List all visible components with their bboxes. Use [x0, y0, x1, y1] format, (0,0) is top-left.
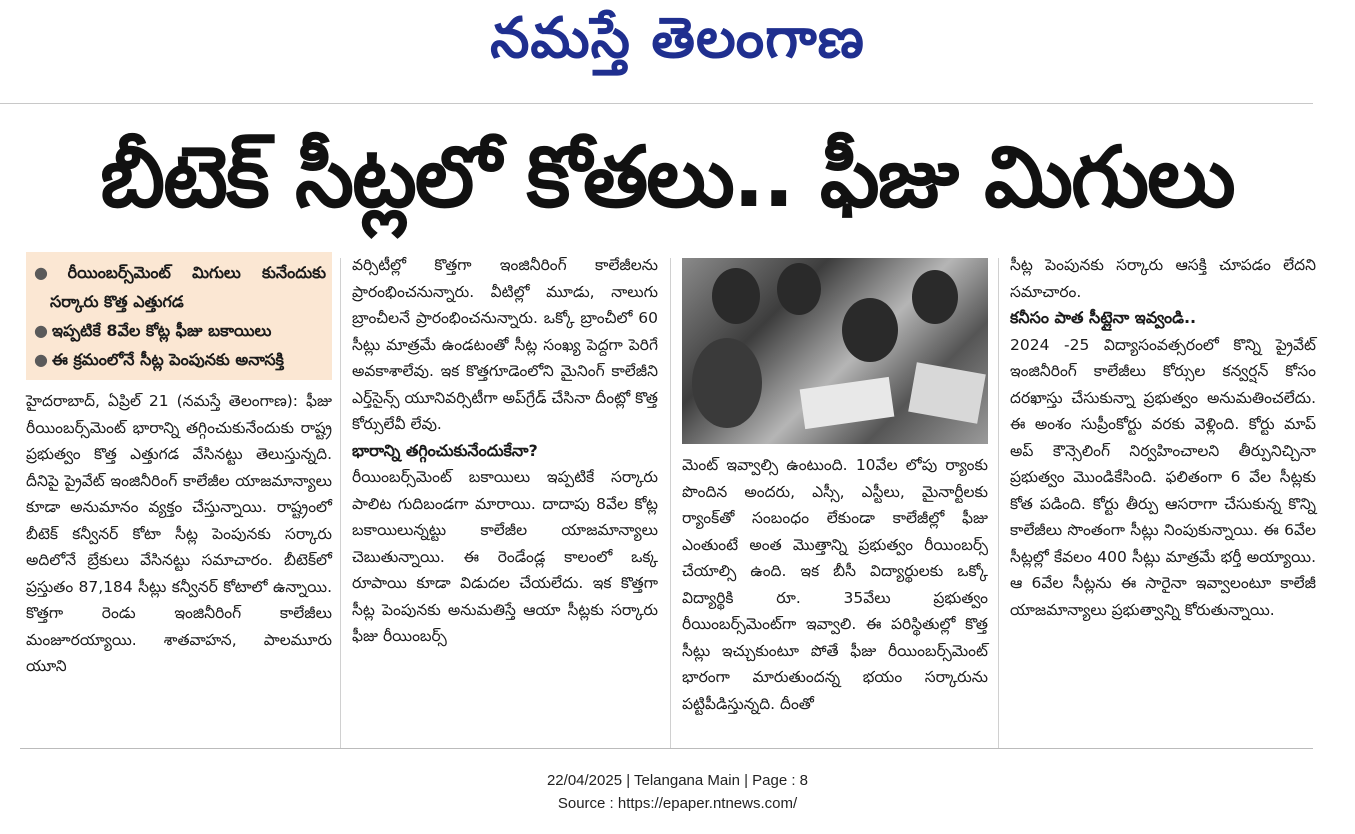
article-column-4 [1010, 252, 1316, 623]
highlight-item: ● ఈ క్రమంలోనే సీట్ల పెంపునకు అనాసక్తి [34, 350, 284, 369]
bullet-icon: ● [34, 263, 64, 282]
column-4-text-bottom: 2024 -25 విద్యాసంవత్సరంలో కొన్ని ప్రైవేట్ ఇంజినీరింగ్ కాలేజీలు కోర్సుల కన్వర్షన్ కోసం దరఖాస్తు చేసుకున్నా ప్రభుత్వం అనుమతించలేదు. ఈ అంశం సుప్రీంకోర్టు వరకు వెళ్లింది. కోర్టు మాప్ అప్ కౌన్సెలింగ్ నిర్వహించాలని తీర్పునిచ్చినా ప్రభుత్వం మొండికేసింది. ఫలితంగా 6 వేల సీట్లకు కోత పడింది. కోర్టు తీర్పు ఆసరాగా చేసుకున్న కొన్ని కాలేజీలు సొంతంగా సీట్లు నింపుకున్నాయి. ఈ 6వేల సీట్లల్లో కేవలం 400 సీట్లు మాత్రమే భర్తీ అయ్యాయి. ఆ 6వేల సీట్లను ఈ సారైనా ఇవ్వాలంటూ కాలేజీ యాజమాన్యాలు ప్రభుత్వాన్ని కోరుతున్నాయి. [1010, 335, 1316, 619]
column-4-text-top: సీట్ల పెంపునకు సర్కారు ఆసక్తి చూపడం లేదని సమాచారం. [1010, 256, 1316, 301]
column-2-text-top: వర్సిటీల్లో కొత్తగా ఇంజినీరింగ్ కాలేజీలను ప్రారంభించనున్నారు. వీటిల్లో మూడు, నాలుగు బ్రాంచీలనే ప్రారంభించనున్నారు. ఒక్కో బ్రాంచీలో 60 సీట్లు మాత్రమే ఉండటంతో సీట్ల సంఖ్య పెద్దగా పెరిగే అవకాశాలేవు. ఇక కొత్తగూడెంలోని మైనింగ్ కాలేజీని ఎర్త్‌సైన్స్ యూనివర్సిటీగా అప్‌గ్రేడ్ చేసినా దీంట్లో కొత్త కోర్సులేవీ లేవు. [352, 256, 658, 433]
column-2-text-bottom: రీయింబర్స్‌మెంట్ బకాయిలు ఇప్పటికే సర్కారు పాలిట గుదిబండగా మారాయి. దాదాపు 8వేల కోట్ల బకాయిలున్నట్టు కాలేజీల యాజమాన్యాలు చెబుతున్నాయి. ఈ రెండేండ్ల కాలంలో ఒక్క రూపాయి కూడా విడుదల చేయలేదు. ఇక కొత్తగా సీట్ల పెంపునకు అనుమతిస్తే ఆయా సీట్లకు సర్కారు ఫీజు రీయింబర్స్ [352, 468, 658, 645]
students-exam-photo [682, 258, 988, 444]
column-divider [998, 258, 999, 748]
bullet-icon: ● [34, 321, 48, 340]
article-headline: బీటెక్ సీట్లలో కోతలు.. ఫీజు మిగులు [100, 128, 1234, 226]
footer-source: Source : https://epaper.ntnews.com/ [557, 795, 798, 812]
column-4-subheading: కనీసం పాత సీట్లైనా ఇవ్వండి.. [1010, 308, 1197, 327]
article-column-2 [352, 252, 658, 650]
footer-date-page: 22/04/2025 | Telangana Main | Page : 8 [546, 772, 809, 789]
highlight-item: ● రీయింబర్స్‌మెంట్ మిగులు కునేందుకు సర్కారు కొత్త ఎత్తుగడ [34, 263, 326, 311]
column-2-subheading: భారాన్ని తగ్గించుకునేందుకేనా? [352, 440, 538, 460]
bullet-icon: ● [34, 350, 48, 369]
highlight-item: ● ఇప్పటికే 8వేల కోట్ల ఫీజు బకాయిలు [34, 321, 272, 340]
article-column-1 [26, 252, 332, 680]
column-divider [670, 258, 671, 748]
footer-divider [20, 748, 1313, 749]
masthead [0, 0, 1355, 100]
column-divider [340, 258, 341, 748]
column-3-text: మెంట్ ఇవ్వాల్సి ఉంటుంది. 10వేల లోపు ర్యాంకు పొందిన అందరు, ఎస్సీ, ఎస్టీలు, మైనార్టీలకు ర్యాంక్‌తో సంబంధం లేకుండా కాలేజీల్లో ఫీజు ఎంతుంటే అంత మొత్తాన్ని ప్రభుత్వం రీయింబర్స్ చేయాల్సి ఉంది. ఇక బీసీ విద్యార్థులకు ఒక్కో విద్యార్థికి రూ. 35వేలు ప్రభుత్వం రీయింబర్స్‌మెంట్‌గా ఇవ్వాలి. ఈ పరిస్థితుల్లో కొత్త సీట్లు ఇచ్చుకుంటూ పోతే ఫీజు రీయింబర్స్‌మెంట్ భారంగా మారుతుందన్న భయం సర్కారును పట్టిపీడిస్తున్నది. దీంతో [682, 456, 988, 713]
highlights-box [26, 252, 332, 380]
masthead-divider [0, 103, 1313, 104]
article-column-3 [682, 452, 988, 717]
column-1-text: హైదరాబాద్, ఏప్రిల్ 21 (నమస్తే తెలంగాణ): ఫీజు రీయింబర్స్‌మెంట్ భారాన్ని తగ్గించుకునేందుకు రాష్ట్ర ప్రభుత్వం కొత్త ఎత్తుగడ వేసినట్టు తెలుస్తున్నది. దీనిపై ప్రైవేట్ ఇంజినీరింగ్ కాలేజీల యాజమాన్యాలు కూడా అనుమానం వ్యక్తం చేస్తున్నాయి. రాష్ట్రంలో బీటెక్ కన్వీనర్ కోటా సీట్ల పెంపునకు సర్కారు అదిలోనే బ్రేకులు వేసినట్టు సమాచారం. బీటెక్‌లో ప్రస్తుతం 87,184 సీట్లు కన్వీనర్ కోటాలో ఉన్నాయి. కొత్తగా రెండు ఇంజినీరింగ్ కాలేజీలు మంజూరయ్యాయి. శాతవాహన, పాలమూరు యూని [26, 392, 332, 675]
newspaper-logo: నమస్తే తెలంగాణ [490, 6, 865, 71]
